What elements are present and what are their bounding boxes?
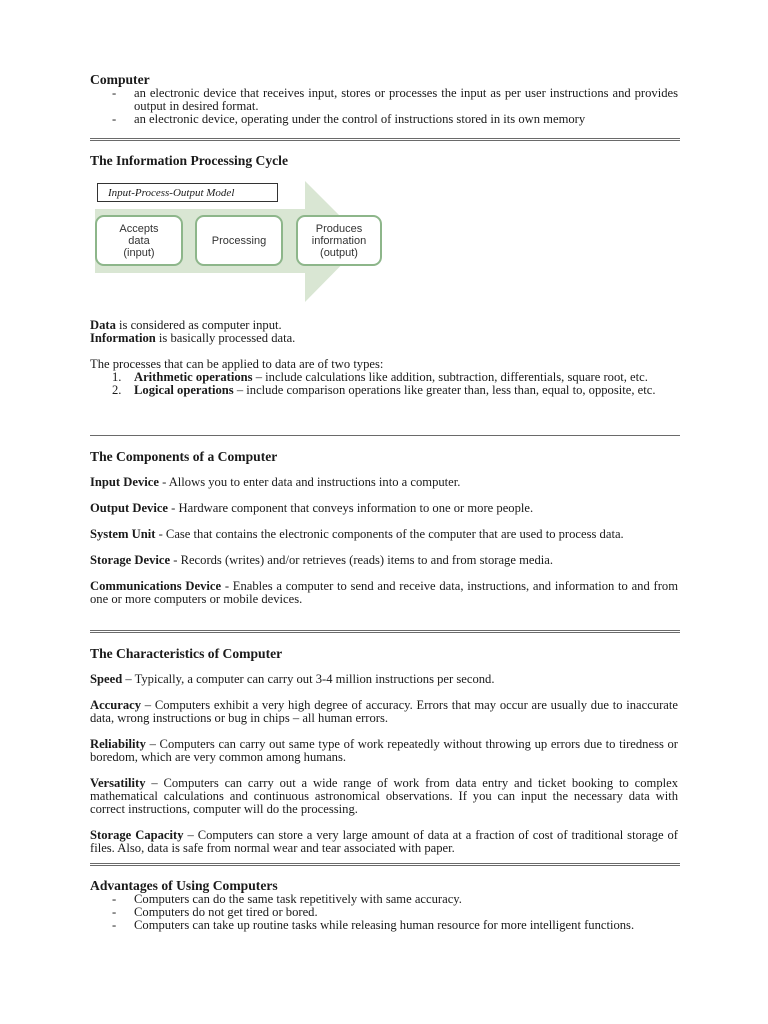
term: Output Device: [90, 501, 169, 515]
list-item: [90, 919, 678, 932]
information-definition: [90, 332, 678, 345]
processes-list: [90, 371, 678, 397]
ipo-model-diagram: [95, 181, 395, 302]
definition-text: - Case that contains the electronic components of the computer that are used to process data.: [155, 527, 624, 541]
definition-text: – Computers exhibit a very high degree of accuracy. Errors that may occur are usually due to inaccurate data, wrong instructions or bug in chips – all human errors.: [90, 698, 678, 725]
ipo-box-processing: Processing: [195, 215, 283, 266]
dash-bullet: -: [112, 86, 117, 100]
definition-text: – Computers can carry out a wide range of work from data entry and ticket booking to complex mathematical calculations and continuous astronomical observations. If you can input the necessary data with correct instructions, computer will do the processing.: [90, 776, 678, 816]
characteristic-storage-capacity: [90, 829, 678, 855]
definition-text: - Enables a computer to send and receive data, instructions, and information to and from one or more computers or mobile devices.: [90, 579, 678, 606]
section-divider: [90, 863, 680, 866]
component-output-device: [90, 502, 678, 515]
component-storage-device: [90, 554, 678, 567]
definition-text: - Records (writes) and/or retrieves (reads) items to and from storage media.: [170, 553, 554, 567]
list-item-text: Computers can do the same task repetitively with same accuracy.: [134, 892, 462, 906]
dash-bullet: -: [112, 112, 117, 126]
term: Reliability: [90, 737, 146, 751]
section-ipc-heading: [90, 153, 678, 168]
component-communications-device: [90, 580, 678, 606]
characteristic-reliability: [90, 738, 678, 764]
list-item-text: an electronic device, operating under the control of instructions stored in its own memory: [134, 112, 586, 126]
term: System Unit: [90, 527, 156, 541]
section-divider: [90, 138, 680, 141]
section-characteristics: [90, 646, 678, 868]
list-item-text: – include comparison operations like greater than, less than, equal to, opposite, etc.: [233, 383, 656, 397]
section-divider: [90, 435, 680, 436]
list-item: [90, 87, 678, 113]
component-input-device: [90, 476, 678, 489]
definition-text: is basically processed data.: [155, 331, 296, 345]
term: Accuracy: [90, 698, 142, 712]
ipo-box-output: Produces information (output): [296, 215, 382, 266]
term: Storage Capacity: [90, 828, 184, 842]
computer-definition-list: [90, 87, 678, 126]
section-computer: [90, 72, 678, 126]
term: Storage Device: [90, 553, 171, 567]
characteristic-speed: [90, 673, 678, 686]
list-number: 2.: [112, 383, 122, 397]
term: Input Device: [90, 475, 159, 489]
characteristics-heading: The Characteristics of Computer: [90, 646, 283, 661]
advantages-heading: Advantages of Using Computers: [90, 878, 278, 893]
definition-text: – Computers can store a very large amount of data at a fraction of cost of traditional storage of files. Also, data is safe from normal wear and tear associated with paper.: [90, 828, 678, 855]
term: Arithmetic operations: [134, 370, 253, 384]
definition-text: is considered as computer input.: [115, 318, 282, 332]
components-heading: The Components of a Computer: [90, 449, 278, 464]
term: Communications Device: [90, 579, 222, 593]
section-advantages: [90, 878, 678, 932]
term: Speed: [90, 672, 123, 686]
component-system-unit: [90, 528, 678, 541]
definition-text: - Allows you to enter data and instructions into a computer.: [158, 475, 461, 489]
ipc-heading: The Information Processing Cycle: [90, 153, 288, 168]
processes-intro: The processes that can be applied to data are of two types:: [90, 357, 384, 371]
term: Versatility: [90, 776, 146, 790]
list-number: 1.: [112, 370, 122, 384]
list-item-text: Computers can take up routine tasks while releasing human resource for more intelligent functions.: [134, 918, 635, 932]
characteristic-accuracy: [90, 699, 678, 725]
term: Logical operations: [134, 383, 234, 397]
list-item-text: an electronic device that receives input, stores or processes the input as per user instructions and provides output in desired format.: [134, 86, 678, 113]
list-item-text: Computers do not get tired or bored.: [134, 905, 318, 919]
ipo-model-title: Input-Process-Output Model: [97, 183, 278, 202]
section-components: [90, 449, 678, 619]
dash-bullet: -: [112, 918, 117, 932]
dash-bullet: -: [112, 892, 117, 906]
advantages-list: [90, 893, 678, 932]
list-item: [90, 113, 678, 126]
list-item-text: – include calculations like addition, subtraction, differentials, square root, etc.: [252, 370, 648, 384]
definition-text: – Typically, a computer can carry out 3-4 million instructions per second.: [122, 672, 495, 686]
definition-text: - Hardware component that conveys information to one or more people.: [168, 501, 534, 515]
characteristic-versatility: [90, 777, 678, 816]
list-item: [90, 384, 678, 397]
section-ipc-body: [90, 319, 678, 397]
computer-heading: Computer: [90, 72, 150, 87]
definition-text: – Computers can carry out same type of work repeatedly without throwing up errors due to tiredness or boredom, which are very common among humans.: [90, 737, 678, 764]
section-divider: [90, 630, 680, 633]
dash-bullet: -: [112, 905, 117, 919]
ipo-box-input: Accepts data (input): [95, 215, 183, 266]
term: Data: [90, 318, 116, 332]
term: Information: [90, 331, 156, 345]
